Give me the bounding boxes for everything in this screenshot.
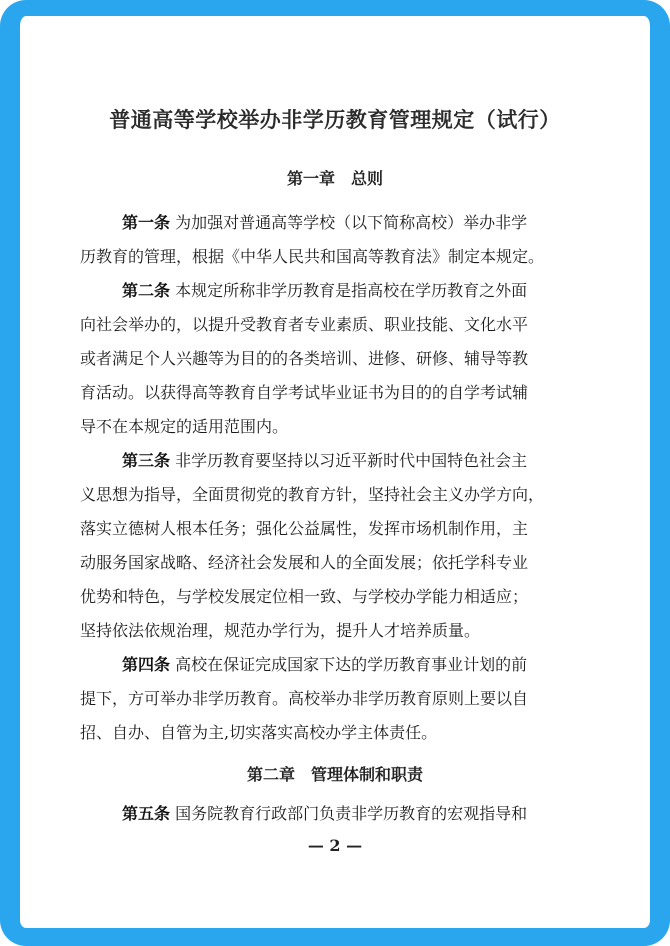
document-page bbox=[40, 16, 630, 928]
article-3-line-4: 动服务国家战略、经济社会发展和人的全面发展；依托学科专业 bbox=[80, 553, 529, 572]
article-2-line-3: 或者满足个人兴趣等为目的的各类培训、进修、研修、辅导等教 bbox=[80, 349, 529, 368]
document-title: 普通高等学校举办非学历教育管理规定（试行） bbox=[109, 107, 561, 132]
article-3-line-3: 落实立德树人根本任务；强化公益属性，发挥市场机制作用，主 bbox=[80, 519, 529, 538]
article-4-line-3: 招、自办、自管为主,切实落实高校办学主体责任。 bbox=[80, 723, 438, 742]
article-5-label: 第五条 bbox=[122, 804, 171, 823]
chapter-1-heading: 第一章 总则 bbox=[286, 169, 383, 188]
page-number: — 2 — bbox=[307, 836, 363, 855]
article-3-line-6: 坚持依法依规治理，规范办学行为，提升人才培养质量。 bbox=[80, 621, 481, 640]
article-3-line-1: 第三条 非学历教育要坚持以习近平新时代中国特色社会主 bbox=[122, 451, 528, 470]
article-2-label: 第二条 bbox=[122, 281, 171, 300]
article-5-line-1: 第五条 国务院教育行政部门负责非学历教育的宏观指导和 bbox=[122, 804, 528, 823]
article-1-label: 第一条 bbox=[122, 213, 171, 232]
article-2-line-1: 第二条 本规定所称非学历教育是指高校在学历教育之外面 bbox=[122, 281, 528, 300]
article-2-line-2: 向社会举办的，以提升受教育者专业素质、职业技能、文化水平 bbox=[80, 315, 529, 334]
article-1-line-1: 第一条 为加强对普通高等学校（以下简称高校）举办非学 bbox=[122, 213, 528, 232]
article-1-line-2: 历教育的管理，根据《中华人民共和国高等教育法》制定本规定。 bbox=[80, 247, 545, 266]
article-3-line-2: 义思想为指导，全面贯彻党的教育方针，坚持社会主义办学方向， bbox=[80, 485, 545, 504]
article-3-line-5: 优势和特色，与学校发展定位相一致、与学校办学能力相适应； bbox=[80, 587, 529, 606]
article-3-label: 第三条 bbox=[122, 451, 171, 470]
article-2-line-4: 育活动。以获得高等教育自学考试毕业证书为目的的自学考试辅 bbox=[80, 383, 529, 402]
article-4-line-2: 提下，方可举办非学历教育。高校举办非学历教育原则上要以自 bbox=[80, 689, 529, 708]
article-4-line-1: 第四条 高校在保证完成国家下达的学历教育事业计划的前 bbox=[122, 655, 528, 674]
article-4-label: 第四条 bbox=[122, 655, 171, 674]
article-2-line-5: 导不在本规定的适用范围内。 bbox=[80, 417, 289, 436]
chapter-2-heading: 第二章 管理体制和职责 bbox=[246, 765, 423, 784]
